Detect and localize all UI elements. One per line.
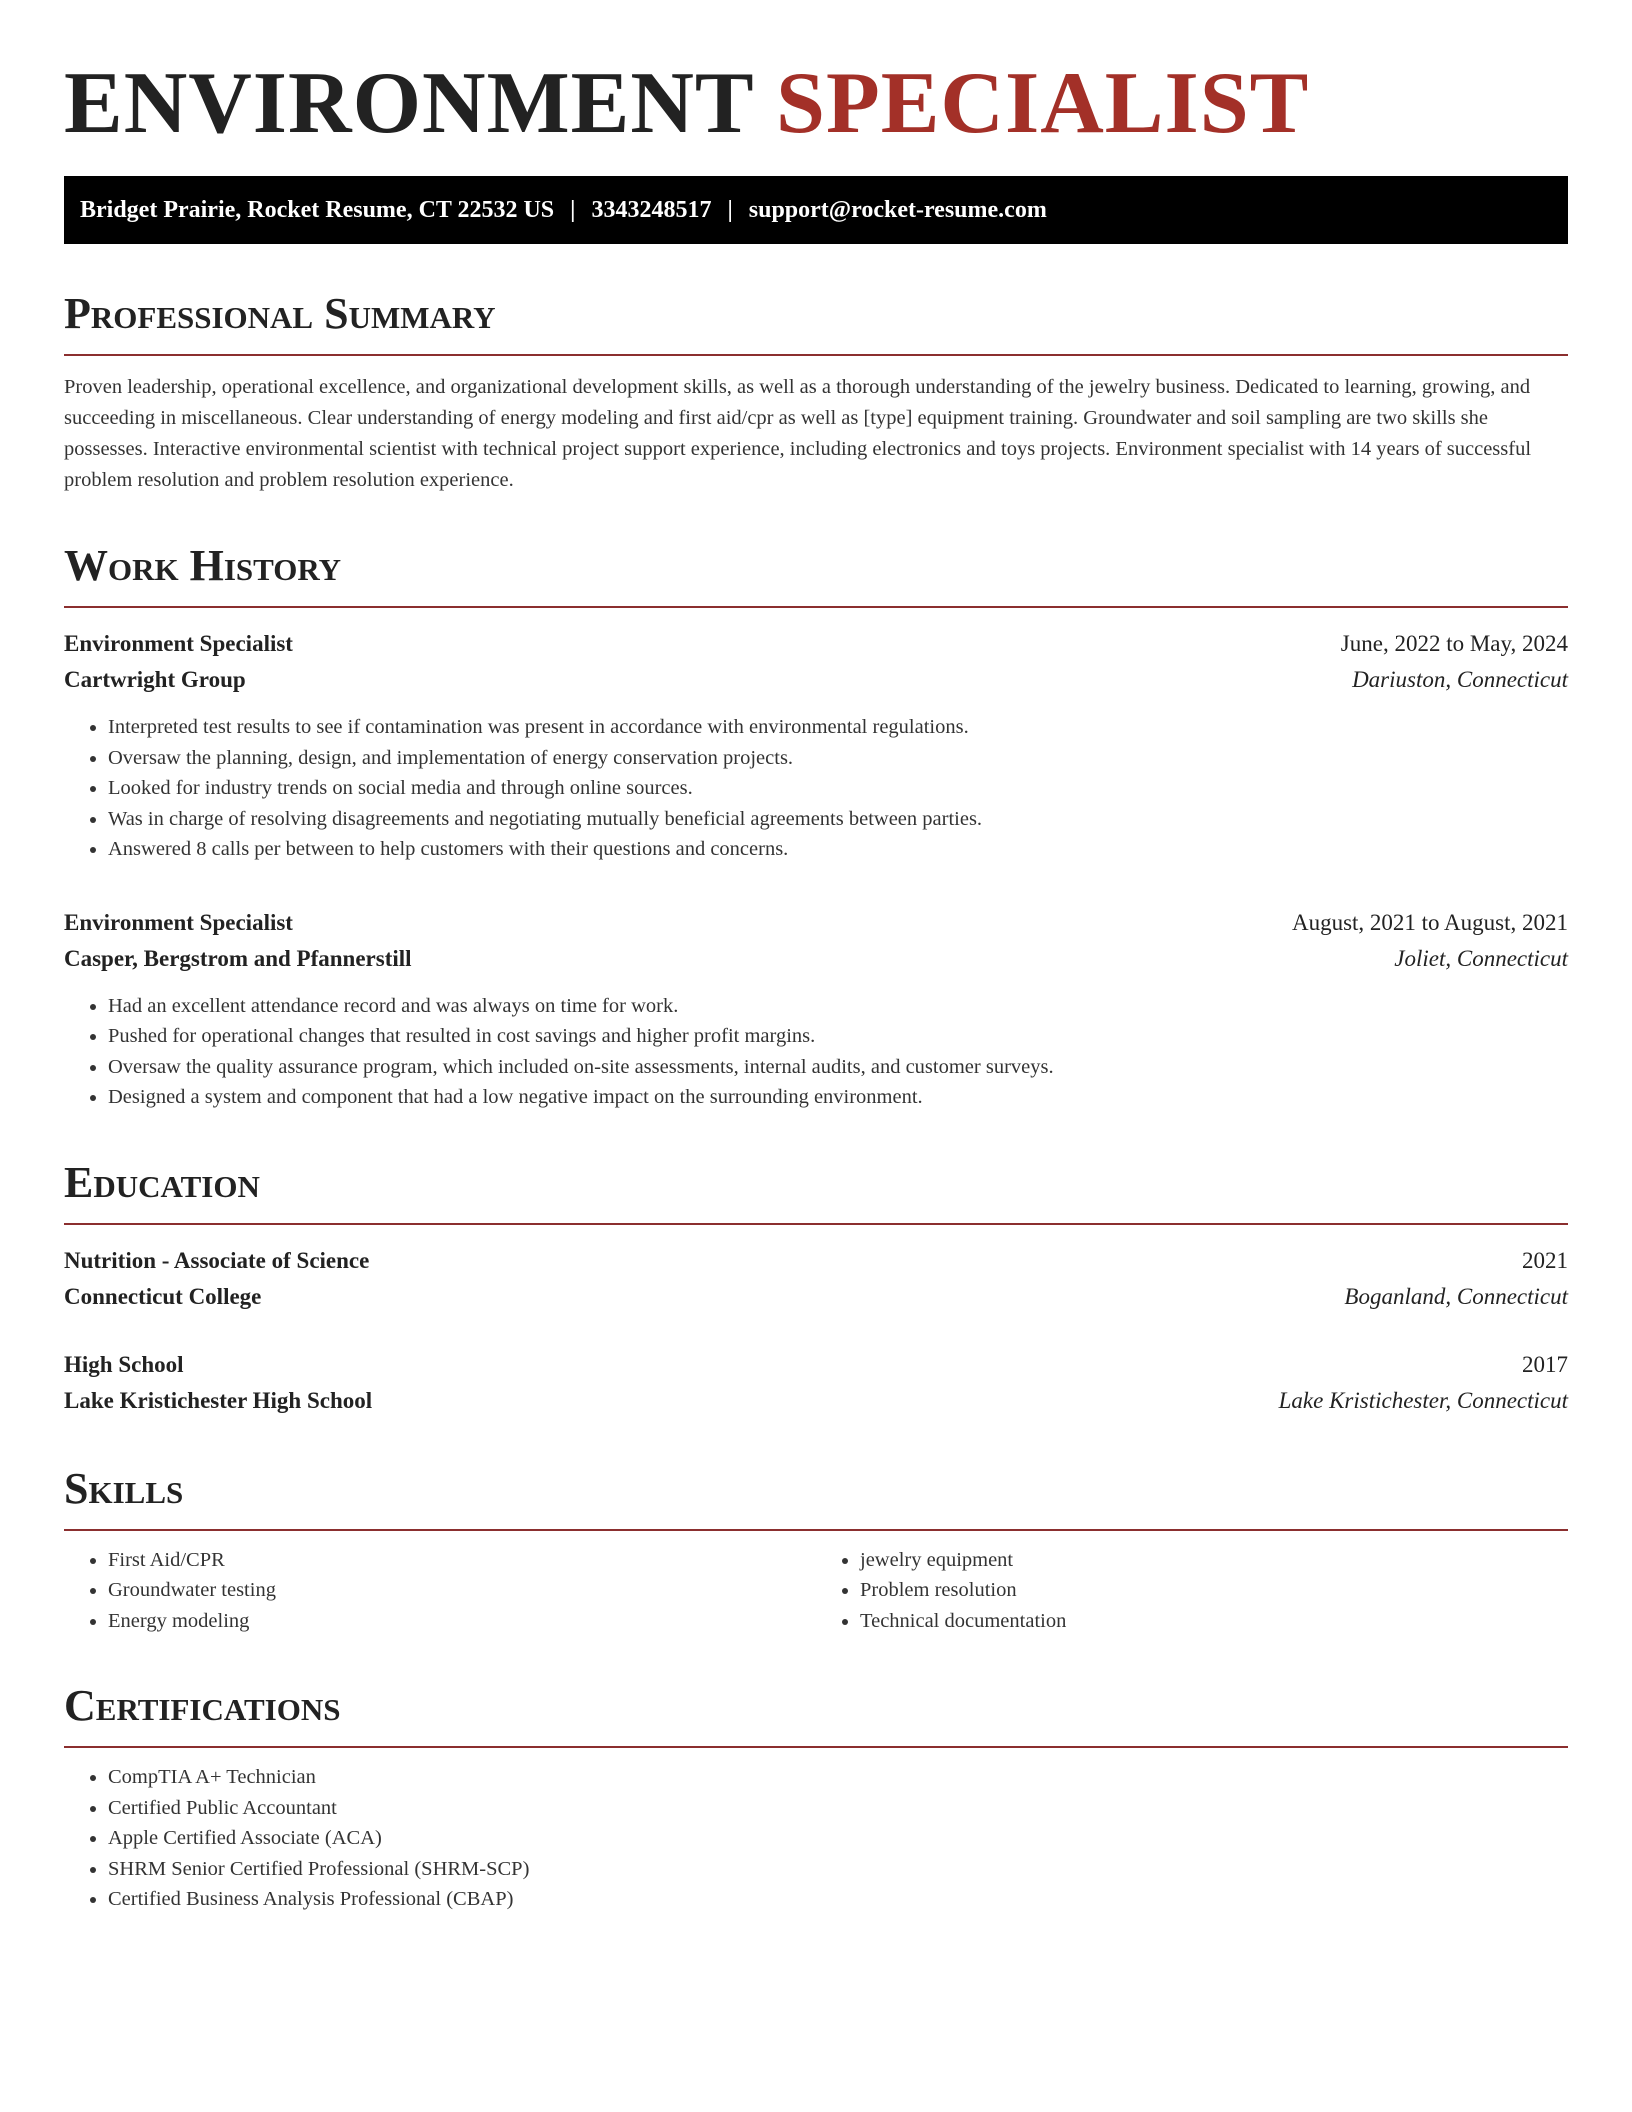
contact-phone: 3343248517 — [591, 196, 712, 223]
list-item: • Oversaw the planning, design, and implementation of energy conservation projects. — [108, 743, 1568, 774]
education-location: Boganland, Connecticut — [1344, 1283, 1568, 1309]
summary-heading: Professional Summary — [64, 286, 1568, 356]
list-item: • Technical documentation — [860, 1606, 1568, 1637]
job-entry — [64, 626, 1568, 865]
job-dates: June, 2022 to May, 2024 — [1340, 631, 1568, 656]
job-dates: August, 2021 to August, 2021 — [1291, 909, 1568, 935]
job-title: Environment Specialist — [64, 631, 293, 656]
certifications-heading: Certifications — [64, 1678, 1568, 1748]
job-company: Cartwright Group — [64, 667, 246, 692]
education-heading: Education — [64, 1155, 1568, 1225]
education-degree: Nutrition - Associate of Science — [64, 1247, 370, 1273]
list-item: • Answered 8 calls per between to help customers with their questions and concerns. — [108, 834, 1568, 865]
list-item: • Energy modeling — [108, 1606, 816, 1637]
skills-list-right — [816, 1545, 1568, 1637]
education-location: Lake Kristichester, Connecticut — [1278, 1387, 1568, 1413]
list-item: • CompTIA A+ Technician — [108, 1762, 1568, 1793]
job-bullets — [64, 712, 1568, 865]
certifications-list — [64, 1762, 1568, 1915]
list-item: • Problem resolution — [860, 1575, 1568, 1606]
skills-list-left — [64, 1545, 816, 1637]
list-item: • SHRM Senior Certified Professional (SHRM-SCP) — [108, 1854, 1568, 1885]
job-bullets — [64, 991, 1568, 1113]
contact-bar — [64, 176, 1568, 244]
job-title: Environment Specialist — [64, 909, 293, 935]
education-degree: High School — [64, 1351, 184, 1377]
list-item: • Groundwater testing — [108, 1575, 816, 1606]
education-entry — [64, 1347, 1568, 1419]
list-item: • Had an excellent attendance record and was always on time for work. — [108, 991, 1568, 1022]
list-item: • Pushed for operational changes that resulted in cost savings and higher profit margins. — [108, 1021, 1568, 1052]
list-item: • jewelry equipment — [860, 1545, 1568, 1576]
list-item: • Apple Certified Associate (ACA) — [108, 1823, 1568, 1854]
list-item: • Designed a system and component that had a low negative impact on the surrounding environment. — [108, 1082, 1568, 1113]
skills-heading: Skills — [64, 1461, 1568, 1531]
education-school: Lake Kristichester High School — [64, 1387, 373, 1413]
list-item: • Looked for industry trends on social media and through online sources. — [108, 773, 1568, 804]
list-item: • Interpreted test results to see if contamination was present in accordance with environmental regulations. — [108, 712, 1568, 743]
education-year: 2021 — [1522, 1247, 1568, 1273]
education-year: 2017 — [1522, 1351, 1568, 1377]
list-item: • Certified Public Accountant — [108, 1793, 1568, 1824]
summary-text: Proven leadership, operational excellence, and organizational development skills, as well as a thorough understanding of the jewelry business. Dedicated to learning, growing, and succeeding in miscellaneous. Clear understanding of energy modeling and first aid/cpr as well as [type] equipment training. Groundwater and soil sampling are two skills she possesses. Interactive environmental scientist with technical project support experience, including electronics and toys projects. Environment specialist with 14 years of successful problem resolution and problem resolution experience. — [64, 376, 1532, 491]
contact-separator: | — [570, 196, 576, 223]
title-main: ENVIRONMENT — [64, 55, 754, 152]
education-entry — [64, 1243, 1568, 1315]
job-entry — [64, 905, 1568, 1113]
education-school: Connecticut College — [64, 1283, 262, 1309]
list-item: • Oversaw the quality assurance program, which included on-site assessments, internal audits, and customer surveys. — [108, 1052, 1568, 1083]
job-location: Joliet, Connecticut — [1394, 945, 1568, 971]
skills-columns — [64, 1545, 1568, 1637]
work-history-heading: Work History — [64, 538, 1568, 608]
contact-separator: | — [727, 196, 733, 223]
list-item: • Was in charge of resolving disagreements and negotiating mutually beneficial agreements between parties. — [108, 804, 1568, 835]
title-accent: SPECIALIST — [776, 55, 1310, 152]
page-title — [64, 50, 1568, 158]
list-item: • Certified Business Analysis Professional (CBAP) — [108, 1884, 1568, 1915]
list-item: • First Aid/CPR — [108, 1545, 816, 1576]
job-company: Casper, Bergstrom and Pfannerstill — [64, 945, 412, 971]
contact-address: Bridget Prairie, Rocket Resume, CT 22532 US — [80, 196, 555, 223]
contact-email: support@rocket-resume.com — [748, 196, 1047, 223]
job-location: Dariuston, Connecticut — [1352, 667, 1568, 692]
